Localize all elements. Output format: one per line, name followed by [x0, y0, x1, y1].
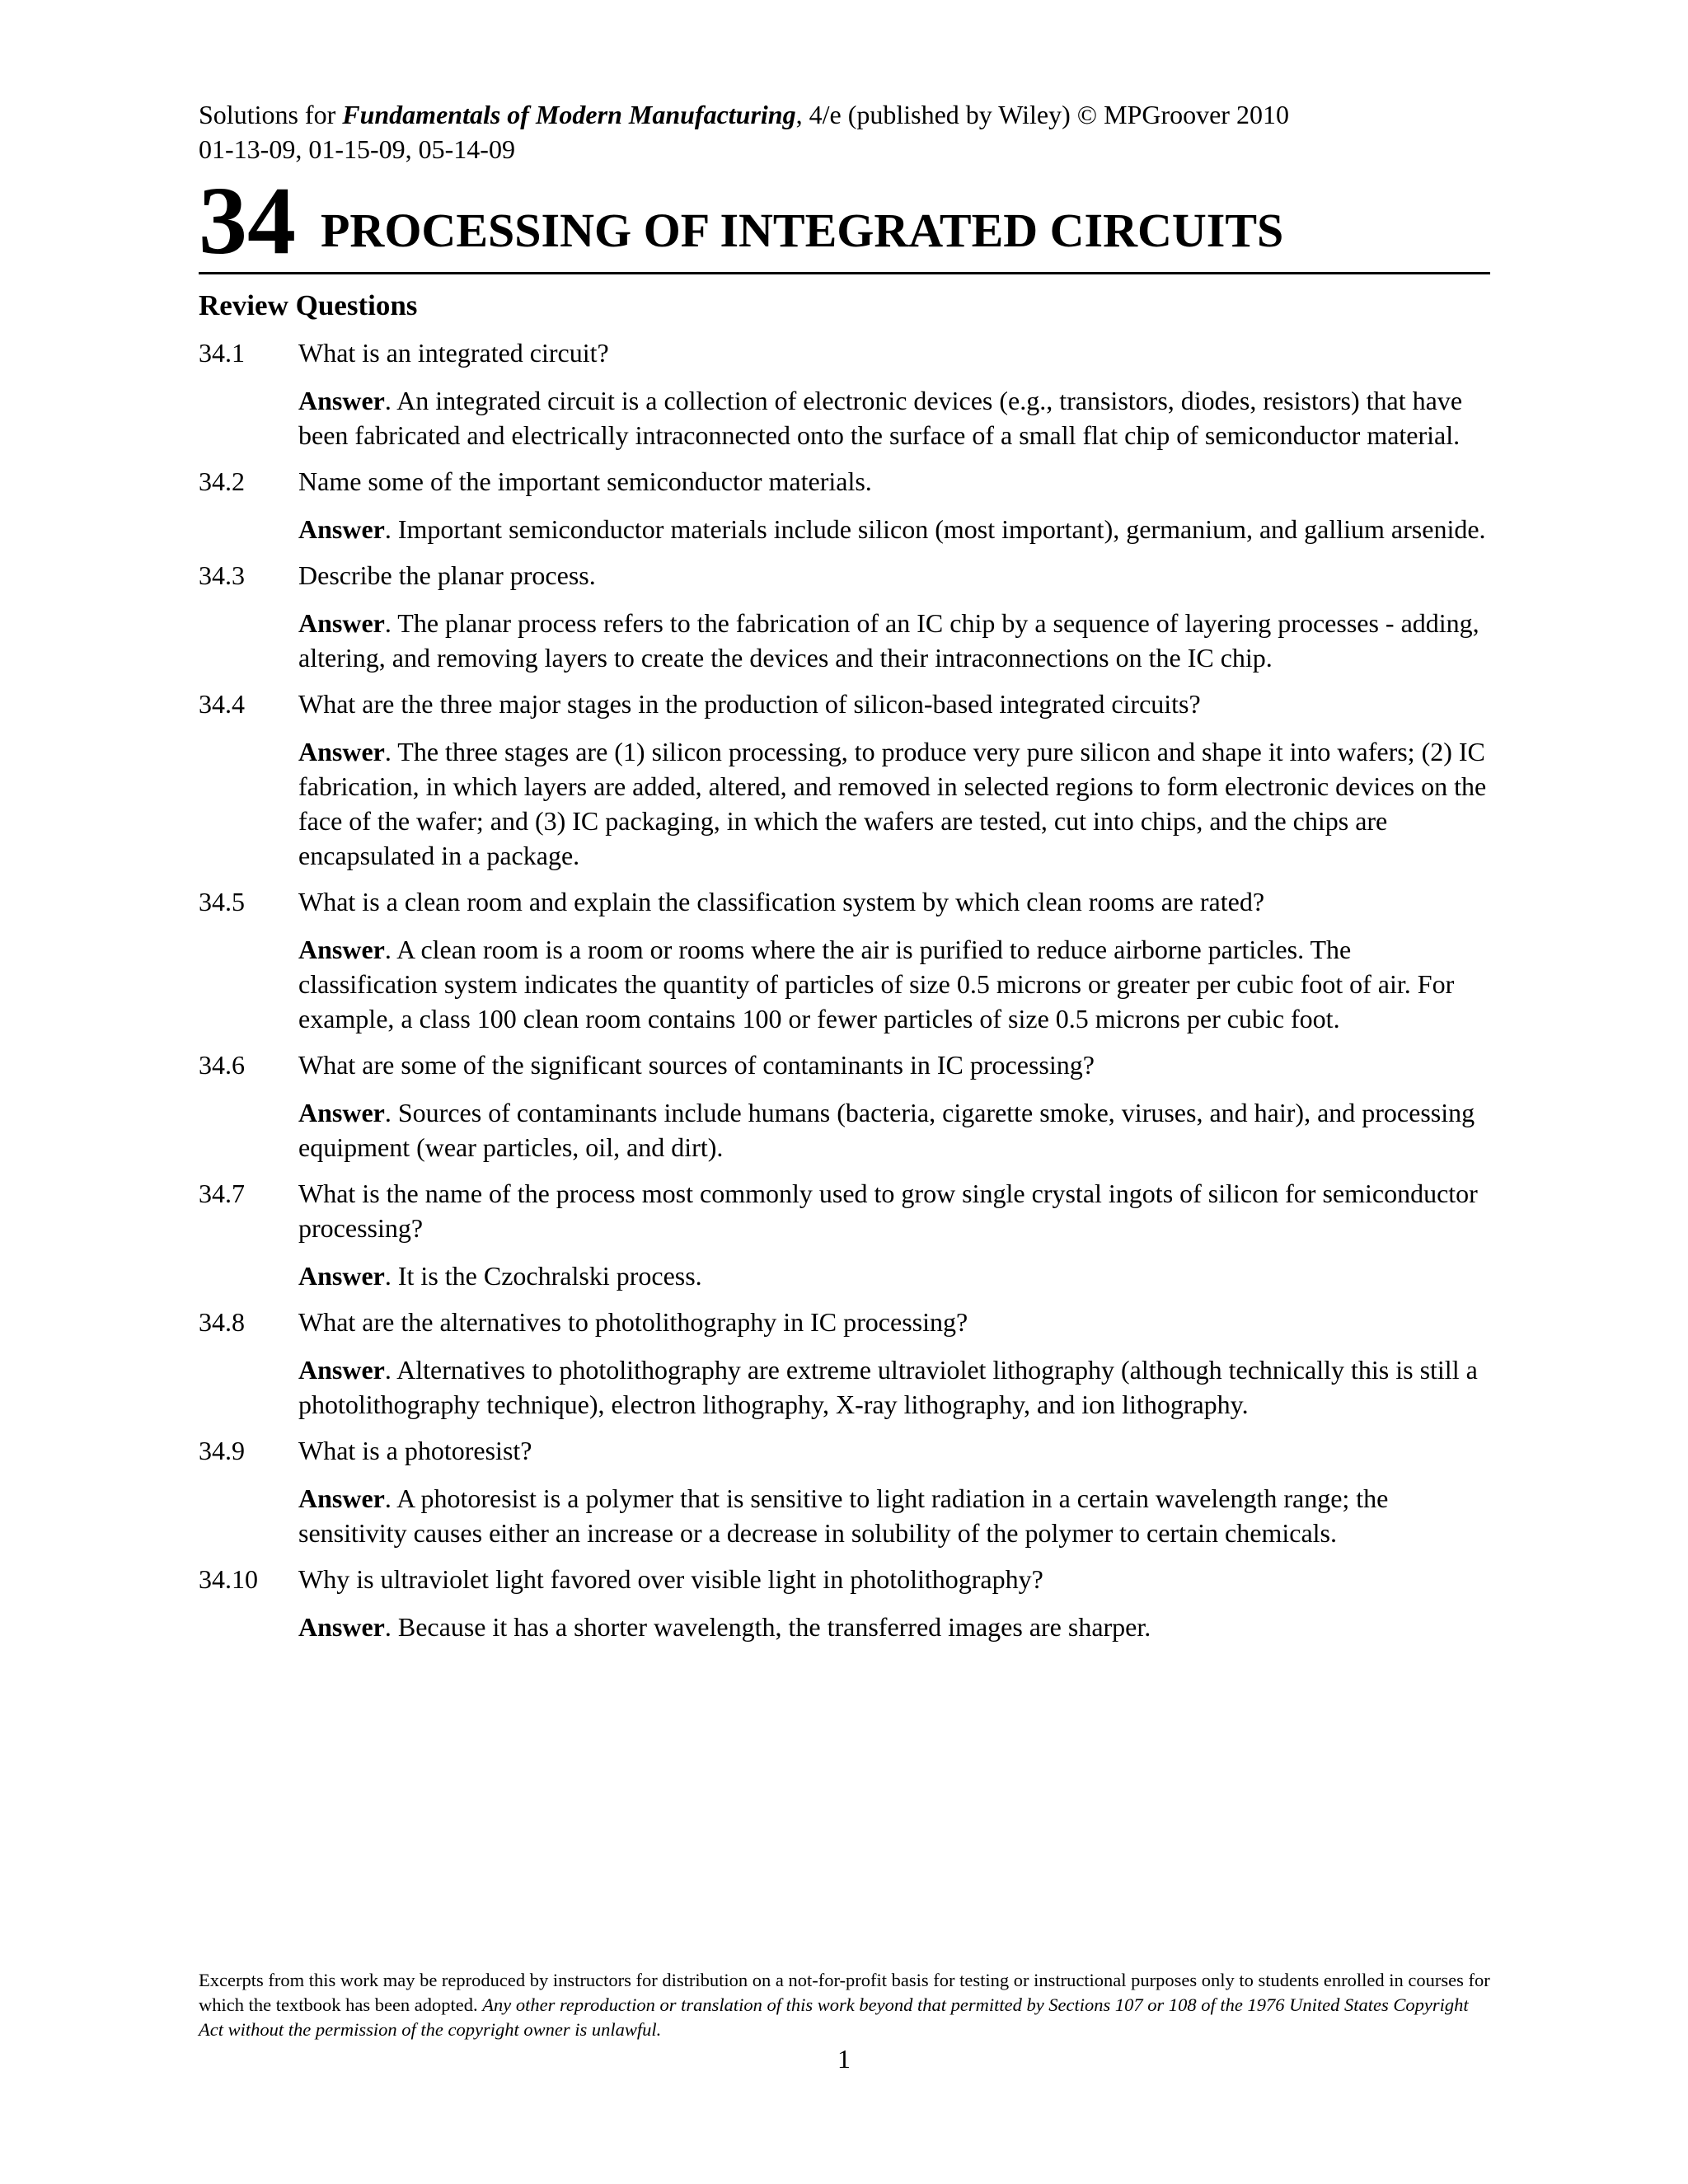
question-text: What are the three major stages in the production of silicon-based integrated circuits?	[298, 689, 1201, 719]
question-number: 34.8	[199, 1307, 245, 1337]
question-row	[199, 558, 1490, 593]
answer-paragraph	[298, 734, 1490, 873]
header-source-line	[199, 97, 1490, 132]
question-row	[199, 335, 1490, 370]
header-dates: 01-13-09, 01-15-09, 05-14-09	[199, 134, 515, 164]
question-row	[199, 1433, 1490, 1468]
page-number: 1	[837, 2044, 851, 2074]
answer-label: Answer	[298, 608, 385, 638]
question-text: Describe the planar process.	[298, 560, 596, 590]
answer-paragraph	[298, 512, 1490, 546]
document-page	[199, 97, 1490, 1644]
question-text: What is a clean room and explain the classification system by which clean rooms are rated?	[298, 887, 1265, 916]
answer-text: . The three stages are (1) silicon processing, to produce very pure silicon and shape it into wafers; (2) IC fabrication, in which layers are added, altered, and removed in selected regions to form electronic devices on the face of the wafer; and (3) IC packaging, in which the wafers are tested, cut into chips, and the chips are encapsulated in a package.	[298, 737, 1487, 870]
question-item	[199, 687, 1490, 873]
question-item	[199, 464, 1490, 546]
question-number: 34.2	[199, 466, 245, 496]
question-row	[199, 884, 1490, 919]
answer-text: . The planar process refers to the fabrication of an IC chip by a sequence of layering processes - adding, altering, and removing layers to create the devices and their intraconnections on the IC chip.	[298, 608, 1479, 673]
question-row	[199, 1176, 1490, 1245]
question-number: 34.4	[199, 689, 245, 719]
question-number: 34.6	[199, 1050, 245, 1080]
answer-label: Answer	[298, 1098, 385, 1127]
answer-paragraph	[298, 1258, 1490, 1293]
question-number: 34.1	[199, 338, 245, 368]
question-row	[199, 464, 1490, 499]
answer-label: Answer	[298, 935, 385, 964]
question-item	[199, 1176, 1490, 1293]
question-item	[199, 1562, 1490, 1644]
question-text: What is a photoresist?	[298, 1436, 532, 1465]
question-number: 34.7	[199, 1179, 245, 1208]
question-text: What is the name of the process most commonly used to grow single crystal ingots of silicon for semiconductor processing?	[298, 1179, 1478, 1243]
header-suffix: , 4/e (published by Wiley) © MPGroover 2010	[795, 100, 1289, 129]
answer-label: Answer	[298, 1355, 385, 1385]
answer-label: Answer	[298, 1612, 385, 1642]
answer-paragraph	[298, 606, 1490, 675]
answer-text: . Alternatives to photolithography are extreme ultraviolet lithography (although technically this is still a photolithography technique), electron lithography, X-ray lithography, and ion lithography.	[298, 1355, 1478, 1419]
answer-label: Answer	[298, 1261, 385, 1291]
answer-label: Answer	[298, 737, 385, 766]
book-title: Fundamentals of Modern Manufacturing	[342, 100, 796, 129]
question-number: 34.9	[199, 1436, 245, 1465]
answer-text: . It is the Czochralski process.	[384, 1261, 702, 1291]
question-row	[199, 1562, 1490, 1596]
question-item	[199, 558, 1490, 675]
answer-text: . A photoresist is a polymer that is sensitive to light radiation in a certain wavelength range; the sensitivity causes either an increase or a decrease in solubility of the polymer to certain chemicals.	[298, 1483, 1389, 1548]
question-row	[199, 687, 1490, 721]
question-number: 34.5	[199, 887, 245, 916]
answer-paragraph	[298, 1610, 1490, 1644]
question-text: Name some of the important semiconductor materials.	[298, 466, 872, 496]
answer-text: . Because it has a shorter wavelength, the transferred images are sharper.	[384, 1612, 1151, 1642]
answer-label: Answer	[298, 386, 385, 415]
answer-label: Answer	[298, 1483, 385, 1513]
answer-paragraph	[298, 1352, 1490, 1422]
section-title: Review Questions	[199, 289, 418, 321]
question-item	[199, 1433, 1490, 1550]
answer-paragraph	[298, 1481, 1490, 1550]
answer-label: Answer	[298, 514, 385, 544]
question-list	[199, 335, 1490, 1644]
question-text: What are some of the significant sources of contaminants in IC processing?	[298, 1050, 1095, 1080]
question-text: What are the alternatives to photolithography in IC processing?	[298, 1307, 968, 1337]
question-row	[199, 1047, 1490, 1082]
footer-italic: Any other reproduction or translation of this work beyond that permitted by Sections 107 or 108 of the 1976 United States Copyright Act without the permission of the copyright owner is unlawful.	[199, 1994, 1469, 2040]
question-item	[199, 1305, 1490, 1422]
question-text: What is an integrated circuit?	[298, 338, 609, 368]
answer-text: . An integrated circuit is a collection of electronic devices (e.g., transistors, diodes, resistors) that have been fabricated and electrically intraconnected onto the surface of a small flat chip of semiconductor material.	[298, 386, 1463, 450]
chapter-heading	[199, 166, 1490, 274]
copyright-footer	[199, 1968, 1490, 2042]
answer-text: . Sources of contaminants include humans (bacteria, cigarette smoke, viruses, and hair), and processing equipment (wear particles, oil, and dirt).	[298, 1098, 1475, 1162]
chapter-title: PROCESSING OF INTEGRATED CIRCUITS	[321, 204, 1284, 257]
question-row	[199, 1305, 1490, 1339]
chapter-number: 34	[199, 166, 296, 274]
answer-text: . Important semiconductor materials include silicon (most important), germanium, and gallium arsenide.	[384, 514, 1486, 544]
header-prefix: Solutions for	[199, 100, 343, 129]
answer-paragraph	[298, 383, 1490, 452]
question-number: 34.3	[199, 560, 245, 590]
question-text: Why is ultraviolet light favored over visible light in photolithography?	[298, 1564, 1043, 1594]
answer-paragraph	[298, 1095, 1490, 1165]
question-item	[199, 1047, 1490, 1165]
answer-text: . A clean room is a room or rooms where the air is purified to reduce airborne particles. The classification system indicates the quantity of particles of size 0.5 microns or greater per cubic foot of air. For example, a class 100 clean room contains 100 or fewer particles of size 0.5 microns per cubic foot.	[298, 935, 1455, 1033]
question-item	[199, 884, 1490, 1036]
answer-paragraph	[298, 932, 1490, 1036]
question-item	[199, 335, 1490, 452]
question-number: 34.10	[199, 1564, 258, 1594]
footer-plain: Excerpts from this work may be reproduced by instructors for distribution on a not-for-profit basis for testing or instructional purposes only to students enrolled in courses for which the textbook has been adopted.	[199, 1970, 1490, 2015]
